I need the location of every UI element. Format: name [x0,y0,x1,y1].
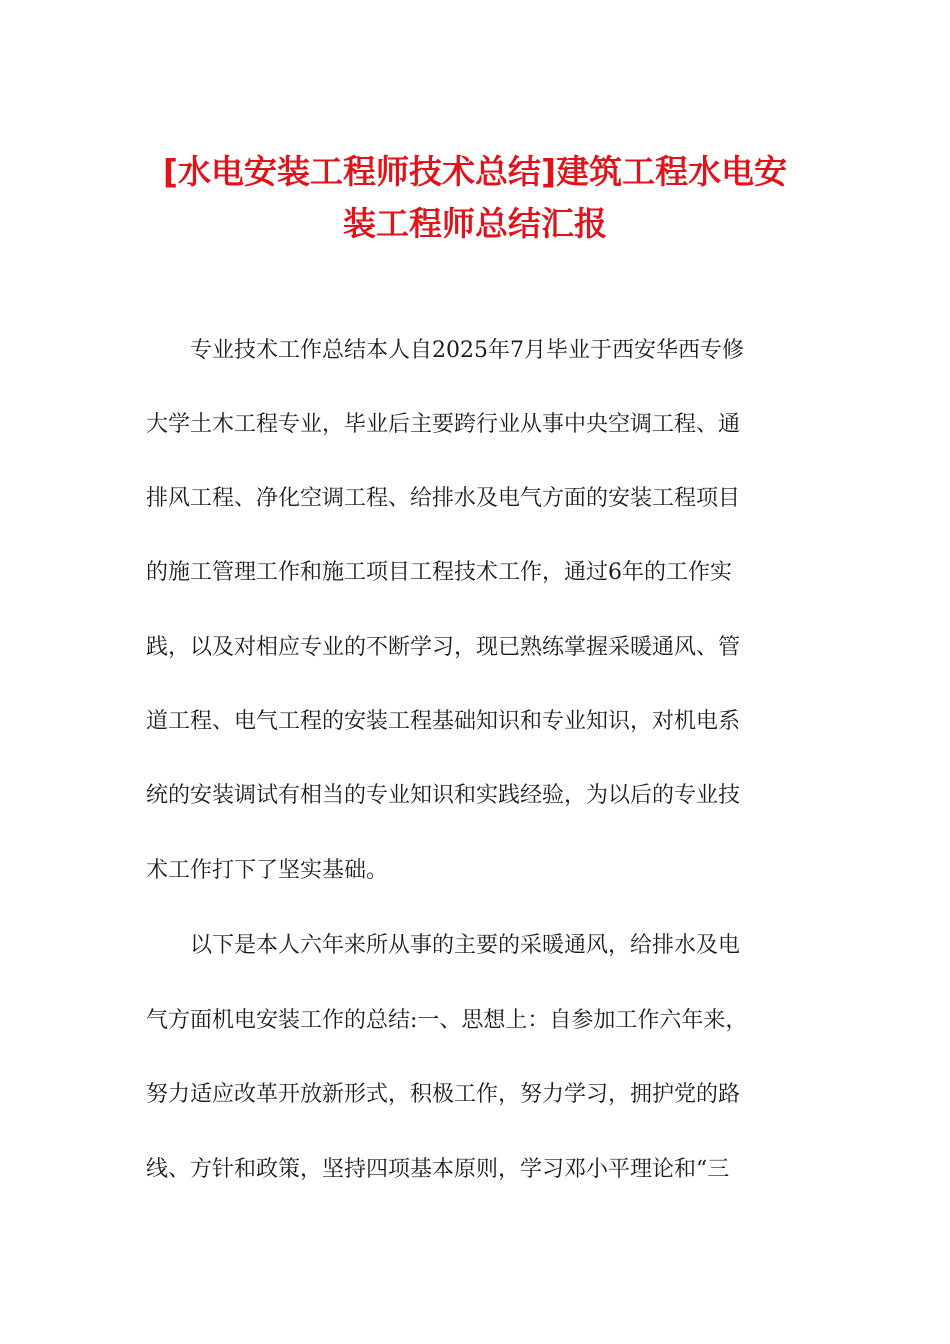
body-line: 气方面机电安装工作的总结:一、思想上：自参加工作六年来， [146,1008,748,1033]
body-line: 统的安装调试有相当的专业知识和实践经验，为以后的专业技 [146,783,741,808]
title-line-1: [水电安装工程师技术总结]建筑工程水电安 [162,152,788,191]
body-line: 专业技术工作总结本人自2025年7月毕业于西安华西专修 [146,338,744,363]
body-line: 践，以及对相应专业的不断学习，现已熟练掌握采暖通风、管 [146,635,741,660]
body-line: 大学土木工程专业，毕业后主要跨行业从事中央空调工程、通 [146,412,741,437]
body-line: 排风工程、净化空调工程、给排水及电气方面的安装工程项目 [146,486,741,511]
body-line: 以下是本人六年来所从事的主要的采暖通风，给排水及电 [146,933,741,958]
body-line: 的施工管理工作和施工项目工程技术工作，通过6年的工作实 [146,560,732,585]
body-line: 术工作打下了坚实基础。 [146,858,389,883]
body-line: 线、方针和政策，坚持四项基本原则，学习邓小平理论和“三 [146,1157,730,1182]
title-line-2: 装工程师总结汇报 [343,204,607,243]
body-line: 道工程、电气工程的安装工程基础知识和专业知识，对机电系 [146,709,741,734]
document-title [130,146,820,250]
body-line: 努力适应改革开放新形式，积极工作，努力学习，拥护党的路 [146,1082,741,1107]
